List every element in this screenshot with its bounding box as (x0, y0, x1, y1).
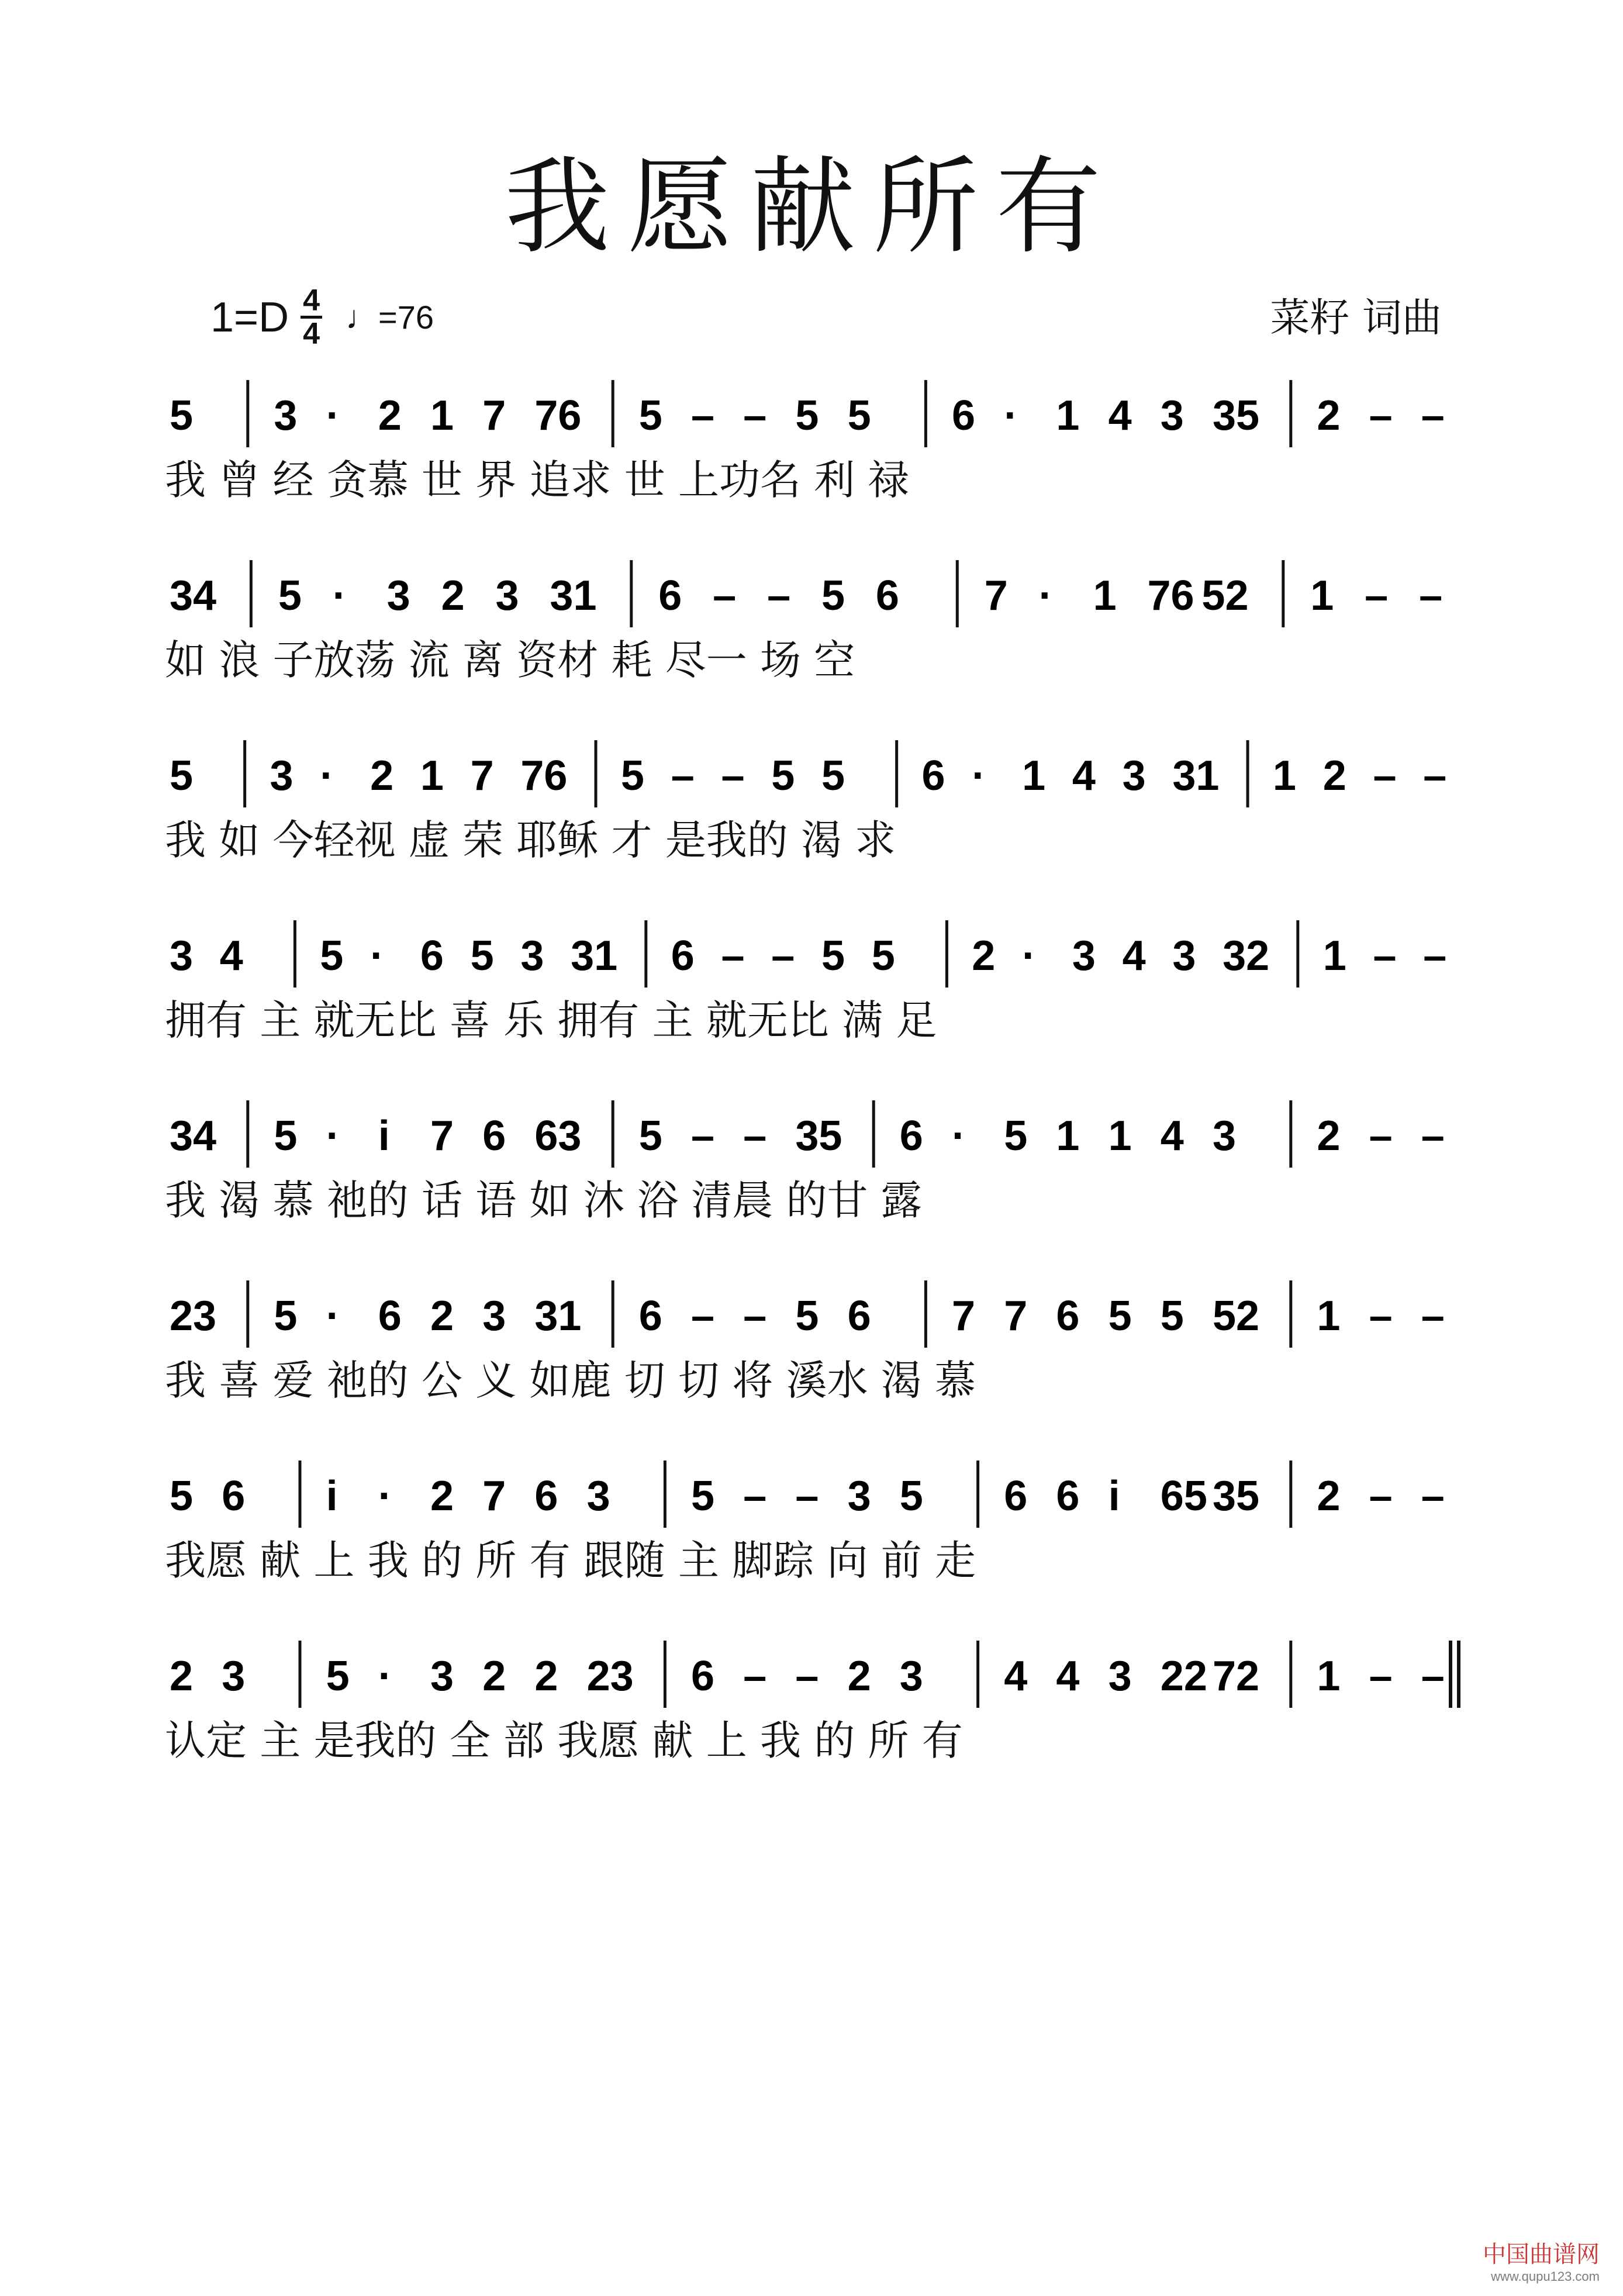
note: 6 (482, 1113, 506, 1159)
lyrics-row: 认定 主 是我的 全 部 我愿 献 上 我 的 所 有 (165, 1717, 963, 1765)
note: · (1004, 392, 1018, 439)
note: 23 (170, 1293, 217, 1339)
note: 2 (482, 1653, 506, 1700)
note: 5 (691, 1473, 715, 1520)
note: 2 (1317, 1473, 1341, 1520)
lyrics-row: 我 渴 慕 祂的 话 语 如 沐 浴 清晨 的甘 露 (165, 1176, 922, 1224)
note: 6 (921, 752, 945, 799)
note: · (972, 752, 986, 799)
note: 7 (482, 392, 506, 439)
note: 5 (821, 752, 845, 799)
note: – (1369, 1113, 1393, 1159)
note: 6 (691, 1653, 715, 1700)
note: i (326, 1473, 338, 1520)
note: 6 (658, 572, 682, 619)
note: 65 (1160, 1473, 1207, 1520)
note: 3 (270, 752, 293, 799)
note: 5 (274, 1113, 298, 1159)
note: 3 (1213, 1113, 1237, 1159)
note: – (1421, 392, 1445, 439)
note: – (721, 933, 745, 979)
note: 7 (470, 752, 494, 799)
note: 5 (638, 392, 662, 439)
note: i (1108, 1473, 1120, 1520)
note: · (1022, 933, 1037, 979)
note: 7 (952, 1293, 976, 1339)
note: 76 (534, 392, 582, 439)
note: 5 (170, 392, 194, 439)
note: · (370, 933, 385, 979)
author-credit: 菜籽 词曲 (1270, 295, 1442, 341)
note: – (1369, 1473, 1393, 1520)
note: – (743, 1293, 767, 1339)
note: 6 (1004, 1473, 1028, 1520)
note: – (1423, 752, 1447, 799)
note: 5 (821, 933, 845, 979)
note: – (713, 572, 737, 619)
note: · (378, 1473, 392, 1520)
note: 63 (534, 1113, 582, 1159)
note: 7 (984, 572, 1008, 619)
note: 5 (170, 1473, 194, 1520)
key-label: 1=D (210, 294, 289, 341)
note: 4 (1108, 392, 1132, 439)
note: – (743, 1473, 767, 1520)
note: 5 (620, 752, 644, 799)
note: 5 (320, 933, 344, 979)
note: 5 (470, 933, 494, 979)
note: 1 (1056, 1113, 1080, 1159)
note: 2 (430, 1293, 454, 1339)
note: – (1423, 933, 1447, 979)
note: 1 (1317, 1293, 1341, 1339)
note: 1 (1056, 392, 1080, 439)
note: 3 (1072, 933, 1096, 979)
note: – (1369, 1293, 1393, 1339)
note: 23 (586, 1653, 634, 1700)
note: · (1038, 572, 1053, 619)
note: 35 (1213, 1473, 1260, 1520)
note: 2 (378, 392, 402, 439)
note: · (326, 392, 340, 439)
page-title: 我愿献所有 (504, 146, 1118, 268)
time-top: 4 (301, 285, 322, 319)
note: 3 (1172, 933, 1196, 979)
note: 76 (520, 752, 568, 799)
note: 1 (420, 752, 444, 799)
note: – (771, 933, 795, 979)
score-line (0, 914, 1623, 1090)
note: · (326, 1293, 340, 1339)
note: 5 (326, 1653, 350, 1700)
note: 4 (1072, 752, 1096, 799)
lyrics-row: 我 喜 爱 祂的 公 义 如鹿 切 切 将 溪水 渴 慕 (165, 1356, 976, 1404)
note: 3 (222, 1653, 246, 1700)
tempo-mark: ♩=76 (346, 299, 434, 336)
note: 2 (972, 933, 996, 979)
note: 4 (1122, 933, 1146, 979)
note: 5 (274, 1293, 298, 1339)
note: 2 (430, 1473, 454, 1520)
note: 3 (520, 933, 544, 979)
score-line (0, 374, 1623, 550)
note: 6 (420, 933, 444, 979)
note: – (1369, 392, 1393, 439)
note: – (795, 1653, 819, 1700)
note: – (1421, 1473, 1445, 1520)
note: – (1365, 572, 1389, 619)
lyrics-row: 我 曾 经 贪慕 世 界 追求 世 上功名 利 禄 (165, 456, 909, 504)
time-bottom: 4 (303, 317, 320, 351)
note: – (671, 752, 695, 799)
note: · (378, 1653, 392, 1700)
note: 35 (1213, 392, 1260, 439)
note: 5 (821, 572, 845, 619)
note: 7 (430, 1113, 454, 1159)
watermark-url: www.qupu123.com (1491, 2269, 1600, 2284)
note: 3 (847, 1473, 871, 1520)
lyrics-row: 我愿 献 上 我 的 所 有 跟随 主 脚踪 向 前 走 (165, 1537, 976, 1584)
note: 6 (899, 1113, 923, 1159)
note: 5 (847, 392, 871, 439)
note: 4 (1160, 1113, 1184, 1159)
note: 6 (1056, 1473, 1080, 1520)
note: 2 (534, 1653, 558, 1700)
note: 6 (638, 1293, 662, 1339)
note: 5 (170, 752, 194, 799)
score-line (0, 1095, 1623, 1270)
note: 52 (1201, 572, 1249, 619)
note: 6 (952, 392, 976, 439)
score-line (0, 1275, 1623, 1450)
note: – (767, 572, 791, 619)
note: – (743, 392, 767, 439)
note: – (1419, 572, 1443, 619)
note: 31 (534, 1293, 582, 1339)
note: – (795, 1473, 819, 1520)
note: 2 (1317, 392, 1341, 439)
final-barline (1449, 1641, 1452, 1708)
note: · (326, 1113, 340, 1159)
note: 6 (1056, 1293, 1080, 1339)
note: – (1369, 1653, 1393, 1700)
note: – (1421, 1113, 1445, 1159)
note: 2 (847, 1653, 871, 1700)
note: 34 (170, 1113, 217, 1159)
note: 1 (1317, 1653, 1341, 1700)
note: 2 (1317, 1113, 1341, 1159)
note: – (743, 1653, 767, 1700)
note: 5 (871, 933, 895, 979)
time-signature (301, 285, 322, 349)
note: 3 (1160, 392, 1184, 439)
note: · (320, 752, 334, 799)
note: 1 (1272, 752, 1296, 799)
note: 1 (1322, 933, 1346, 979)
note: – (691, 392, 715, 439)
score-line (0, 554, 1623, 730)
note: · (332, 572, 347, 619)
note: 31 (1172, 752, 1220, 799)
note: – (691, 1293, 715, 1339)
note: 3 (586, 1473, 610, 1520)
note: 22 (1160, 1653, 1207, 1700)
watermark (1483, 2236, 1600, 2284)
note: 6 (847, 1293, 871, 1339)
note: 5 (795, 1293, 819, 1339)
note: 3 (170, 933, 194, 979)
note: – (1373, 933, 1397, 979)
note: – (1421, 1293, 1445, 1339)
note: 6 (222, 1473, 246, 1520)
note: · (952, 1113, 966, 1159)
note: 31 (571, 933, 618, 979)
note: 5 (278, 572, 302, 619)
note: 6 (671, 933, 695, 979)
note: 1 (1108, 1113, 1132, 1159)
note: 3 (899, 1653, 923, 1700)
note: 3 (482, 1293, 506, 1339)
note: 5 (795, 392, 819, 439)
note: 35 (795, 1113, 842, 1159)
note: 6 (875, 572, 899, 619)
note: 6 (534, 1473, 558, 1520)
note: 1 (1093, 572, 1117, 619)
note: 2 (441, 572, 465, 619)
note: 5 (899, 1473, 923, 1520)
note: 34 (170, 572, 217, 619)
note: 2 (170, 1653, 194, 1700)
note: – (691, 1113, 715, 1159)
note: 3 (274, 392, 298, 439)
note: 3 (430, 1653, 454, 1700)
score-line (0, 1455, 1623, 1630)
note: 5 (1160, 1293, 1184, 1339)
note: 1 (1310, 572, 1334, 619)
note: 5 (771, 752, 795, 799)
note: 3 (1108, 1653, 1132, 1700)
note: i (378, 1113, 390, 1159)
note: 4 (1004, 1653, 1028, 1700)
note: 72 (1213, 1653, 1260, 1700)
key-signature-block (210, 285, 434, 349)
note: 31 (550, 572, 597, 619)
score-line (0, 1635, 1623, 1810)
score-line (0, 734, 1623, 910)
lyrics-row: 拥有 主 就无比 喜 乐 拥有 主 就无比 满 足 (165, 996, 937, 1044)
note: 32 (1223, 933, 1270, 979)
note: 7 (1004, 1293, 1028, 1339)
note: 52 (1213, 1293, 1260, 1339)
note: 3 (495, 572, 519, 619)
note: – (743, 1113, 767, 1159)
note: – (1373, 752, 1397, 799)
note: 5 (1004, 1113, 1028, 1159)
note: 6 (378, 1293, 402, 1339)
note: 2 (1322, 752, 1346, 799)
lyrics-row: 我 如 今轻视 虚 荣 耶稣 才 是我的 渴 求 (165, 816, 896, 864)
note: – (721, 752, 745, 799)
note: 5 (1108, 1293, 1132, 1339)
note: 7 (482, 1473, 506, 1520)
note: 4 (219, 933, 243, 979)
note: 76 (1147, 572, 1194, 619)
note: 3 (386, 572, 410, 619)
lyrics-row: 如 浪 子放荡 流 离 资材 耗 尽一 场 空 (165, 636, 855, 684)
note: – (1421, 1653, 1445, 1700)
note: 5 (638, 1113, 662, 1159)
note: 3 (1122, 752, 1146, 799)
watermark-brand: 中国曲谱网 (1483, 2242, 1600, 2267)
note: 2 (370, 752, 394, 799)
note: 1 (1022, 752, 1046, 799)
note: 1 (430, 392, 454, 439)
note: 4 (1056, 1653, 1080, 1700)
